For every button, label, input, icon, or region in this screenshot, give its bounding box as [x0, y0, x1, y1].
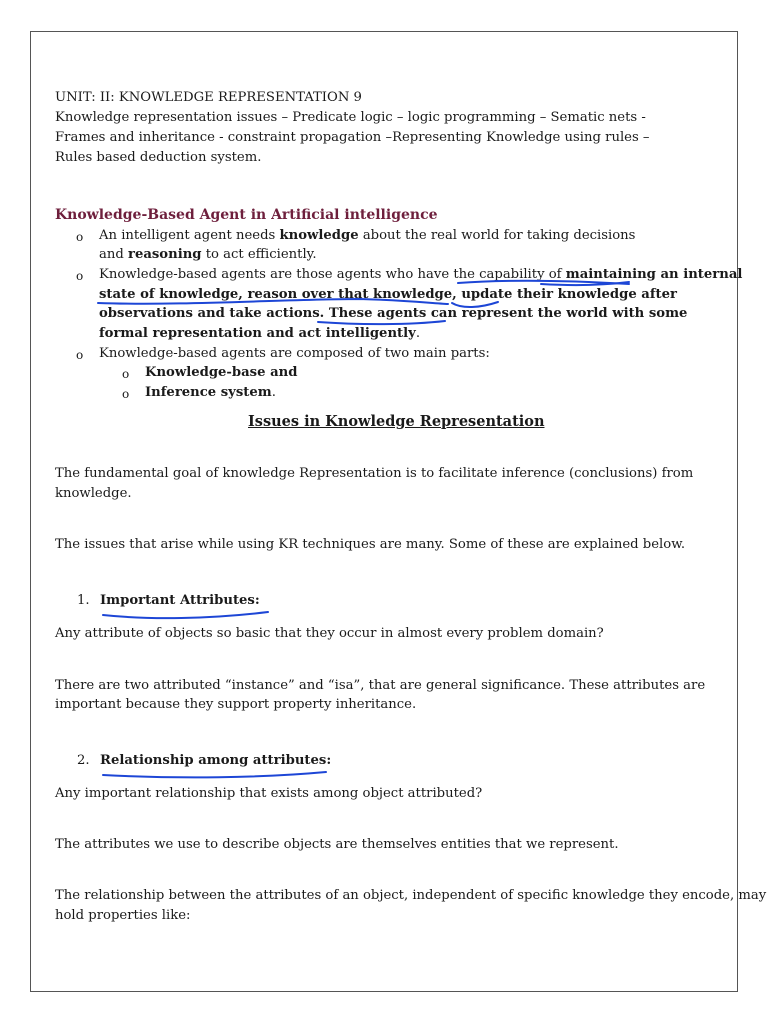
item-2-title: Relationship among attributes:	[100, 753, 332, 768]
sub-bullet-marker: o	[122, 367, 130, 381]
bullet-2-line-4: formal representation and act intelligently.	[99, 326, 421, 341]
item-2-paragraph-3-line-1: The relationship between the attributes of an object, independent of specific knowledge they encode, may	[55, 888, 767, 903]
unit-title: UNIT: II: KNOWLEDGE REPRESENTATION 9	[55, 90, 362, 105]
item-1-paragraph-2-line-2: important because they support property inheritance.	[55, 697, 417, 712]
issues-section-title: Issues in Knowledge Representation	[248, 413, 545, 430]
syllabus-line-3: Rules based deduction system.	[55, 150, 262, 165]
issues-paragraph-2: The issues that arise while using KR techniques are many. Some of these are explained below.	[55, 537, 686, 552]
sub-bullet-marker: o	[122, 387, 130, 401]
item-2-paragraph-2: The attributes we use to describe objects are themselves entities that we represent.	[55, 837, 619, 852]
bullet-1-line-1: An intelligent agent needs knowledge about the real world for taking decisions	[99, 228, 636, 243]
item-2-number: 2.	[77, 753, 90, 768]
bullet-marker: o	[76, 348, 84, 362]
bullet-marker: o	[76, 269, 84, 283]
bullet-marker: o	[76, 230, 84, 244]
bullet-2-line-2: state of knowledge, reason over that knowledge, update their knowledge after	[99, 287, 677, 302]
item-1-paragraph-2-line-1: There are two attributed “instance” and “isa”, that are general significance. These attributes are	[55, 678, 706, 693]
syllabus-line-2: Frames and inheritance - constraint propagation –Representing Knowledge using rules –	[55, 130, 650, 145]
item-1-number: 1.	[77, 593, 90, 608]
item-1-title: Important Attributes:	[100, 593, 260, 608]
item-1-paragraph-1: Any attribute of objects so basic that they occur in almost every problem domain?	[55, 626, 604, 641]
issues-paragraph-1-line-1: The fundamental goal of knowledge Representation is to facilitate inference (conclusions) from	[55, 466, 694, 481]
item-2-paragraph-1: Any important relationship that exists among object attributed?	[55, 786, 483, 801]
bullet-3: Knowledge-based agents are composed of two main parts:	[99, 346, 490, 361]
bullet-1-line-2: and reasoning to act efficiently.	[99, 247, 317, 262]
bullet-2-line-1: Knowledge-based agents are those agents who have the capability of maintaining an internal	[99, 267, 743, 282]
item-2-paragraph-3-line-2: hold properties like:	[55, 908, 191, 923]
sub-bullet-inference-system: Inference system.	[145, 385, 276, 400]
issues-paragraph-1-line-2: knowledge.	[55, 486, 132, 501]
syllabus-line-1: Knowledge representation issues – Predicate logic – logic programming – Sematic nets -	[55, 110, 646, 125]
kb-agent-heading: Knowledge-Based Agent in Artificial intelligence	[55, 207, 438, 223]
sub-bullet-knowledge-base: Knowledge-base and	[145, 365, 298, 380]
bullet-2-line-3: observations and take actions. These agents can represent the world with some	[99, 306, 688, 321]
